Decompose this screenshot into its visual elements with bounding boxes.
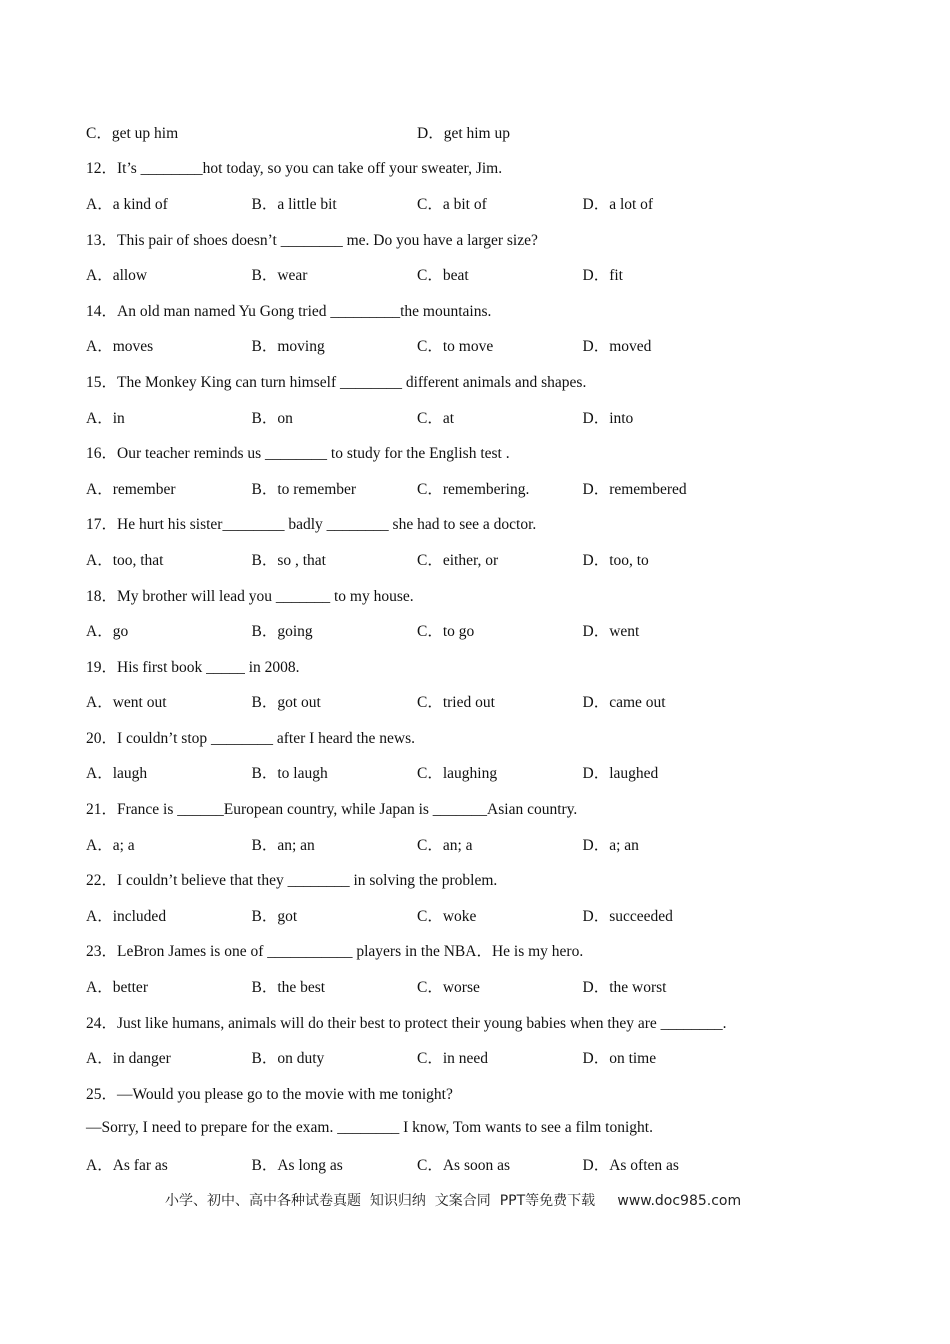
option-d: D．went [582,623,640,641]
option-a: A．a; a [86,836,135,854]
option-b: B．the best [251,979,326,997]
question-text: 18．My brother will lead you _______ to my house. [86,587,414,605]
option-c: C．an; a [417,836,473,854]
options-row [86,968,866,1004]
options-row [86,612,866,648]
option-b: B．a little bit [251,195,337,213]
option-d: D．into [582,409,634,427]
option-c: C．woke [417,907,477,925]
option-c: C．beat [417,267,469,285]
options-row [86,1039,866,1075]
option-b: B．an; an [251,836,315,854]
question-stem [86,648,866,684]
option-a: A．allow [86,267,148,285]
option-a: A．went out [86,694,167,712]
question-text: 19．His first book _____ in 2008. [86,658,300,676]
option-a: A．As far as [86,1157,168,1175]
option-c: C．at [417,409,455,427]
option-a: A．remember [86,480,176,498]
prev-options-row [86,114,866,150]
option-a: A．in [86,409,125,427]
question-text: 14．An old man named Yu Gong tried _________the mountains. [86,302,492,320]
options-row [86,399,866,435]
option-b: B．on duty [251,1050,325,1068]
question-stem [86,506,866,542]
option-d: D．As often as [582,1157,679,1175]
option-b: B．on [251,409,293,427]
options-row [86,897,866,933]
exam-page [86,114,866,1182]
option-c: C．in need [417,1050,489,1068]
option-c: C．either, or [417,551,499,569]
question-stem [86,292,866,328]
option-a: A．in danger [86,1050,171,1068]
question-text: 13．This pair of shoes doesn’t ________ me. Do you have a larger size? [86,231,538,249]
option-d: D．remembered [582,480,687,498]
q25-reply: —Sorry, I need to prepare for the exam. ________ I know, Tom wants to see a film tonight. [86,1119,653,1137]
option-c: C．worse [417,979,480,997]
option-d: D．came out [582,694,666,712]
option-c: C．get up him [86,124,179,142]
option-b: B．so , that [251,551,326,569]
question-text: 22．I couldn’t believe that they ________ in solving the problem. [86,872,498,890]
question-list [86,150,866,1075]
question-stem [86,434,866,470]
option-a: A．go [86,623,129,641]
question-text: 12．It’s ________hot today, so you can take off your sweater, Jim. [86,160,503,178]
option-c: C．to move [417,338,494,356]
question-stem [86,1004,866,1040]
question-text: 20．I couldn’t stop ________ after I heard the news. [86,729,416,747]
option-d: D．moved [582,338,652,356]
option-a: A．better [86,979,148,997]
options-row [86,256,866,292]
option-a: A．a kind of [86,195,168,213]
q25-options-row [86,1146,866,1182]
options-row [86,541,866,577]
question-stem [86,719,866,755]
option-d: D．on time [582,1050,657,1068]
options-row [86,185,866,221]
option-b: B．wear [251,267,308,285]
option-d: D．get him up [417,124,510,142]
question-stem [86,221,866,257]
option-b: B．As long as [251,1157,343,1175]
question-text: 16．Our teacher reminds us ________ to study for the English test . [86,445,510,463]
question-stem [86,790,866,826]
option-a: A．laugh [86,765,148,783]
question-stem [86,363,866,399]
option-d: D．too, to [582,551,649,569]
option-b: B．going [251,623,313,641]
option-c: C．a bit of [417,195,487,213]
option-d: D．the worst [582,979,667,997]
question-text: 23．LeBron James is one of ___________ players in the NBA．He is my hero. [86,943,584,961]
q25-stem: 25．—Would you please go to the movie with me tonight? [86,1085,453,1103]
question-stem [86,861,866,897]
question-text: 21．France is ______European country, while Japan is _______Asian country. [86,801,578,819]
options-row [86,470,866,506]
option-a: A．moves [86,338,154,356]
option-d: D．a; an [582,836,639,854]
question-stem [86,577,866,613]
question-text: 17．He hurt his sister________ badly ________ she had to see a doctor. [86,516,537,534]
option-b: B．got out [251,694,321,712]
option-c: C．to go [417,623,475,641]
option-a: A．too, that [86,551,164,569]
option-b: B．to remember [251,480,357,498]
page-footer: 小学、初中、高中各种试卷真题 知识归纳 文案合同 PPT等免费下载 www.doc985.com [165,1193,742,1209]
option-d: D．laughed [582,765,659,783]
option-c: C．laughing [417,765,498,783]
option-d: D．fit [582,267,623,285]
option-c: C．remembering. [417,480,530,498]
question-stem [86,933,866,969]
option-d: D．a lot of [582,195,654,213]
options-row [86,684,866,720]
option-d: D．succeeded [582,907,673,925]
options-row [86,826,866,862]
option-c: C．As soon as [417,1157,511,1175]
options-row [86,328,866,364]
options-row [86,755,866,791]
option-b: B．got [251,907,298,925]
option-b: B．moving [251,338,325,356]
option-c: C．tried out [417,694,495,712]
question-text: 24．Just like humans, animals will do their best to protect their young babies when they are ________. [86,1014,727,1032]
question-text: 15．The Monkey King can turn himself ________ different animals and shapes. [86,373,587,391]
question-stem [86,150,866,186]
option-b: B．to laugh [251,765,328,783]
option-a: A．included [86,907,167,925]
